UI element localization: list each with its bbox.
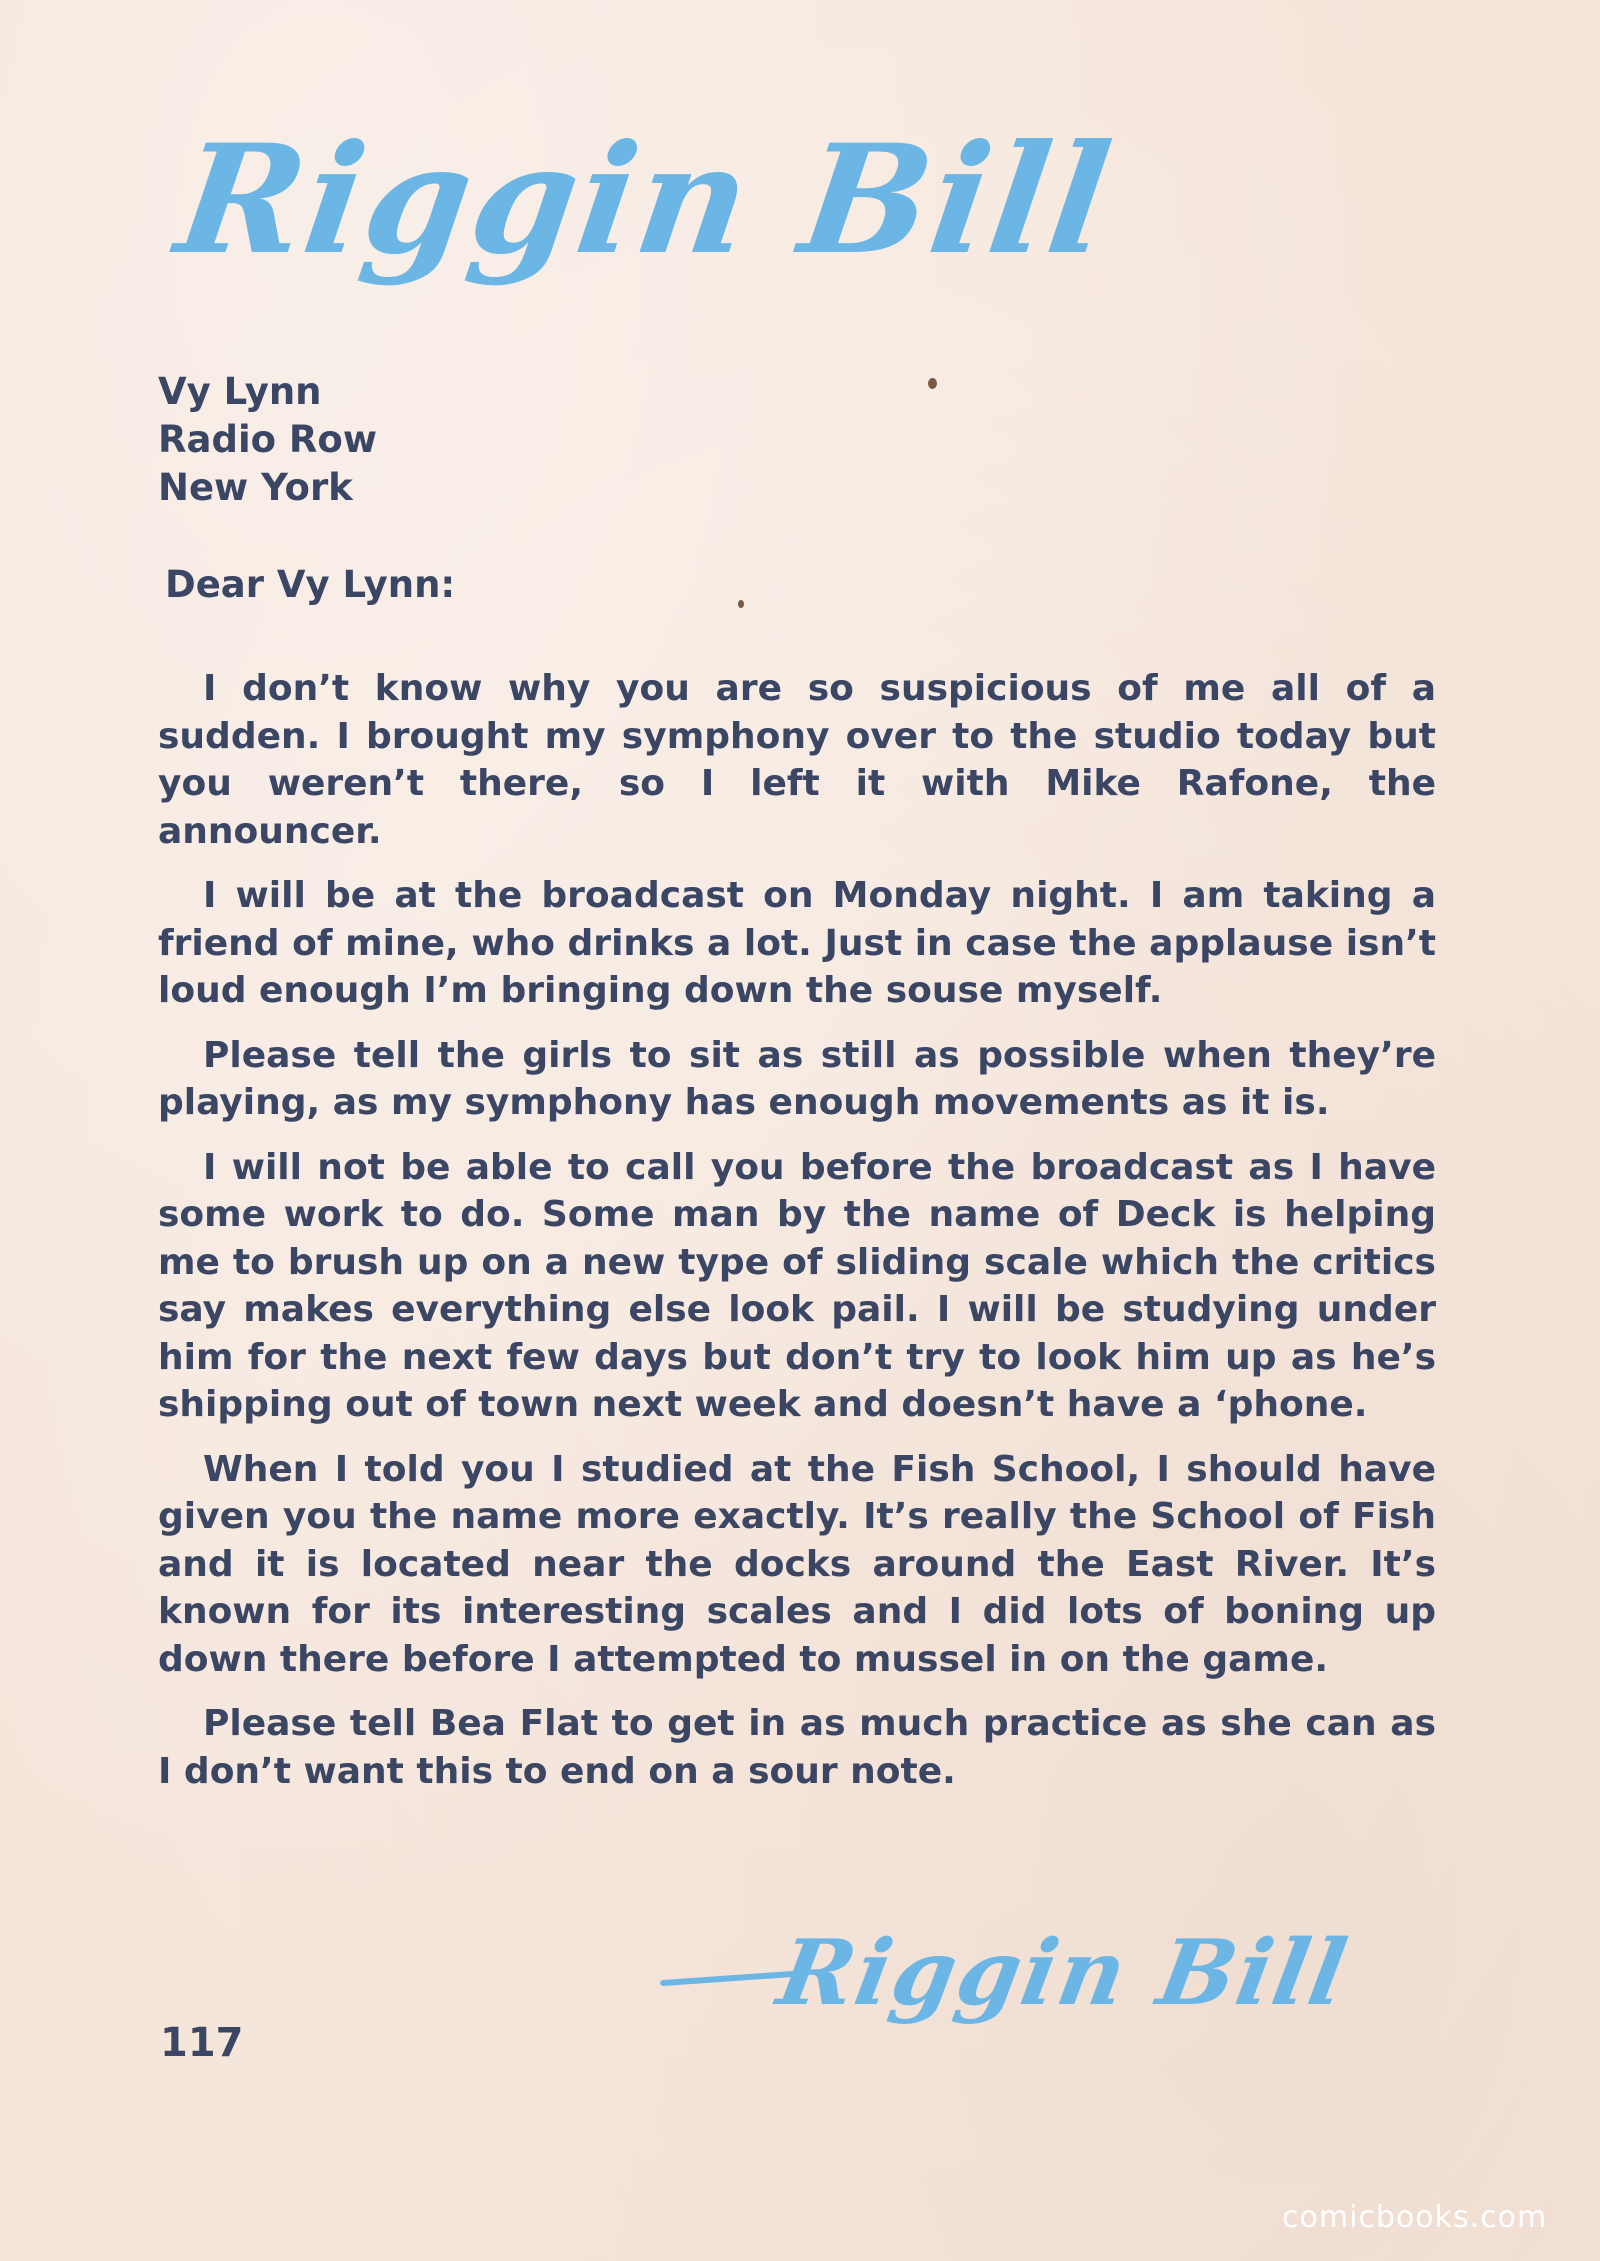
body-paragraph-1: I don’t know why you are so suspicious of me all of a sudden. I brought my symphony over to the studio today but you weren’t there, so I left it with Mike Rafone, the announcer.: [158, 668, 1436, 852]
body-paragraph-3: Please tell the girls to sit as still as possible when they’re playing, as my symphony has enough movements as it is.: [158, 1034, 1436, 1123]
body-paragraph-4: I will not be able to call you before the broadcast as I have some work to do. Some man by the name of Deck is helping me to brush up on a new type of sliding scale which the critics say makes everything else look pail. I will be studying under him for the next few days but don’t try to look him up as he’s shipping out of town next week and doesn’t have a ‘phone.: [158, 1146, 1436, 1425]
body-paragraph-2: I will be at the broadcast on Monday night. I am taking a friend of mine, who drinks a lot. Just in case the applause isn’t loud enough I’m bringing down the souse myself.: [158, 875, 1436, 1011]
paper-speck: [928, 378, 937, 389]
body-paragraph-6: Please tell Bea Flat to get in as much practice as she can as I don’t want this to end on a sour note.: [158, 1703, 1436, 1792]
recipient-address: [158, 368, 377, 512]
body-paragraph-5: When I told you I studied at the Fish School, I should have given you the name more exactly. It’s really the School of Fish and it is located near the docks around the East River. It’s known for its interesting scales and I did lots of boning up down there before I attempted to mussel in on the game.: [158, 1448, 1436, 1680]
signature: Riggin Bill: [770, 1920, 1356, 2026]
paper-speck: [738, 600, 744, 608]
watermark: comicbooks.com: [1282, 2200, 1548, 2235]
address-line-name: Vy Lynn: [158, 370, 322, 413]
letterhead-title: Riggin Bill: [167, 112, 1122, 288]
salutation: Dear Vy Lynn:: [165, 563, 456, 606]
page-number: 117: [160, 2020, 244, 2066]
address-line-city: New York: [158, 466, 353, 509]
letter-body: [158, 665, 1436, 1812]
address-line-street: Radio Row: [158, 418, 378, 461]
